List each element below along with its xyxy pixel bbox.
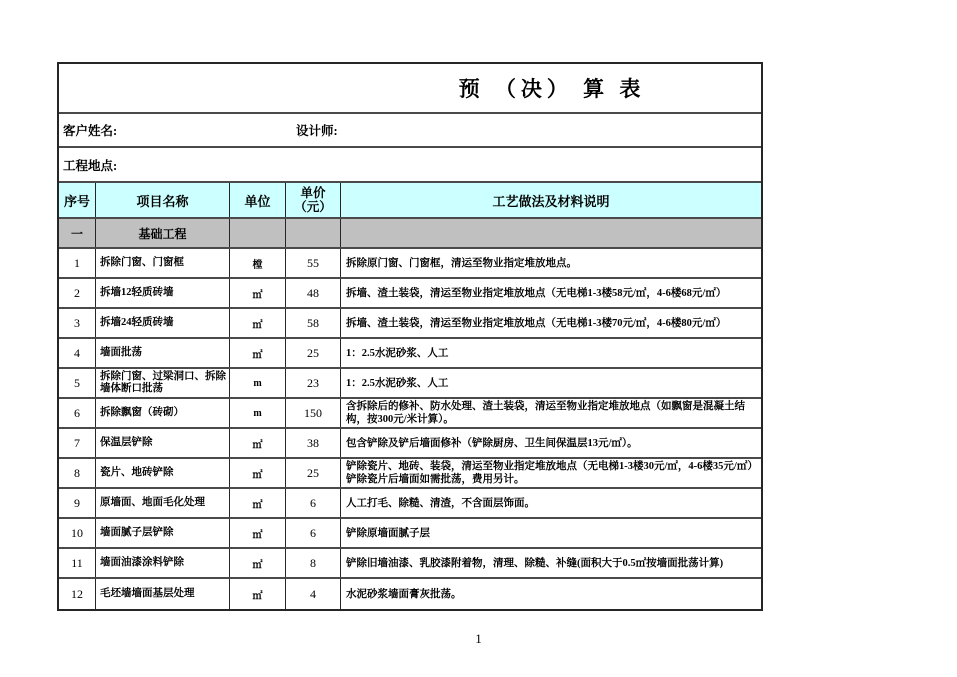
designer-label: 设计师: xyxy=(296,124,338,138)
cell-name: 墙面批荡 xyxy=(96,339,230,367)
cell-unit: ㎡ xyxy=(230,339,286,367)
header-price-line1: 单价 xyxy=(300,186,326,200)
section-name: 基础工程 xyxy=(96,219,230,247)
cell-price: 25 xyxy=(286,339,341,367)
cell-desc: 拆墙、渣土装袋，清运至物业指定堆放地点（无电梯1-3楼70元/㎡，4-6楼80元/㎡） xyxy=(346,317,727,329)
section-unit-empty xyxy=(230,219,286,247)
customer-name-label: 客户姓名: xyxy=(63,124,118,138)
cell-name: 保温层铲除 xyxy=(96,429,230,457)
cell-price: 150 xyxy=(286,399,341,427)
customer-designer-row xyxy=(59,114,761,148)
table-row xyxy=(59,399,761,429)
cell-unit: m xyxy=(230,399,286,427)
cell-unit: ㎡ xyxy=(230,279,286,307)
cell-price: 25 xyxy=(286,459,341,487)
header-unit: 单位 xyxy=(230,183,286,217)
cell-desc: 1：2.5水泥砂浆、人工 xyxy=(346,347,449,359)
cell-unit: ㎡ xyxy=(230,459,286,487)
cell-name: 墙面腻子层铲除 xyxy=(96,519,230,547)
cell-desc: 铲除瓷片、地砖、装袋，清运至物业指定堆放地点（无电梯1-3楼30元/㎡，4-6楼35元/㎡）铲除瓷片后墙面如需批荡，费用另计。 xyxy=(346,461,753,485)
cell-price: 55 xyxy=(286,249,341,277)
header-name: 项目名称 xyxy=(96,183,230,217)
section-desc-empty xyxy=(341,219,761,247)
cell-desc: 人工打毛、除糙、清渣，不含面层饰面。 xyxy=(346,497,535,509)
cell-no: 12 xyxy=(59,579,96,609)
cell-name: 毛坯墙墙面基层处理 xyxy=(96,579,230,609)
cell-no: 6 xyxy=(59,399,96,427)
cell-price: 23 xyxy=(286,369,341,397)
section-price-empty xyxy=(286,219,341,247)
header-price xyxy=(286,183,341,217)
table-row xyxy=(59,519,761,549)
cell-no: 9 xyxy=(59,489,96,517)
cell-name: 拆除门窗、门窗框 xyxy=(96,249,230,277)
page-title: 预 （决） 算 表 xyxy=(458,77,646,101)
page-number: 1 xyxy=(475,631,482,646)
table-row xyxy=(59,279,761,309)
cell-price: 48 xyxy=(286,279,341,307)
table-row xyxy=(59,459,761,489)
cell-desc: 1：2.5水泥砂浆、人工 xyxy=(346,377,449,389)
cell-name: 原墙面、地面毛化处理 xyxy=(96,489,230,517)
cell-no: 1 xyxy=(59,249,96,277)
cell-no: 3 xyxy=(59,309,96,337)
cell-desc: 包含铲除及铲后墙面修补（铲除厨房、卫生间保温层13元/㎡）。 xyxy=(346,437,638,449)
cell-desc: 水泥砂浆墙面膏灰批荡。 xyxy=(346,588,462,600)
cell-desc: 拆墙、渣土装袋，清运至物业指定堆放地点（无电梯1-3楼58元/㎡，4-6楼68元/㎡） xyxy=(346,287,727,299)
cell-price: 58 xyxy=(286,309,341,337)
cell-price: 6 xyxy=(286,519,341,547)
cell-unit: ㎡ xyxy=(230,519,286,547)
table-row xyxy=(59,579,761,609)
cell-price: 8 xyxy=(286,549,341,577)
cell-name: 墙面油漆涂料铲除 xyxy=(96,549,230,577)
cell-no: 8 xyxy=(59,459,96,487)
table-row xyxy=(59,309,761,339)
table-row xyxy=(59,249,761,279)
cell-unit: ㎡ xyxy=(230,309,286,337)
title-row xyxy=(59,64,761,114)
cell-name: 拆墙24轻质砖墙 xyxy=(96,309,230,337)
cell-no: 10 xyxy=(59,519,96,547)
cell-price: 4 xyxy=(286,579,341,609)
table-header-row xyxy=(59,183,761,219)
table-row xyxy=(59,369,761,399)
cell-price: 6 xyxy=(286,489,341,517)
cell-name: 拆墙12轻质砖墙 xyxy=(96,279,230,307)
section-no: 一 xyxy=(59,219,96,247)
budget-sheet xyxy=(57,62,763,611)
cell-no: 4 xyxy=(59,339,96,367)
cell-name: 瓷片、地砖铲除 xyxy=(96,459,230,487)
cell-desc: 铲除原墙面腻子层 xyxy=(346,527,430,539)
cell-no: 7 xyxy=(59,429,96,457)
table-row xyxy=(59,429,761,459)
header-no: 序号 xyxy=(59,183,96,217)
cell-unit: ㎡ xyxy=(230,429,286,457)
cell-unit: ㎡ xyxy=(230,489,286,517)
cell-no: 11 xyxy=(59,549,96,577)
cell-no: 5 xyxy=(59,369,96,397)
cell-unit: m xyxy=(230,369,286,397)
cell-name: 拆除门窗、过梁洞口、拆除墙体断口批荡 xyxy=(96,369,230,397)
header-desc: 工艺做法及材料说明 xyxy=(492,193,610,209)
header-price-line2: （元） xyxy=(294,200,332,214)
table-row xyxy=(59,489,761,519)
cell-desc: 拆除原门窗、门窗框，清运至物业指定堆放地点。 xyxy=(346,257,577,269)
table-row xyxy=(59,339,761,369)
project-location-label: 工程地点: xyxy=(63,158,118,173)
cell-desc: 铲除旧墙油漆、乳胶漆附着物，清理、除糙、补缝(面积大于0.5㎡按墙面批荡计算) xyxy=(346,557,724,569)
cell-unit: ㎡ xyxy=(230,579,286,609)
cell-unit: ㎡ xyxy=(230,549,286,577)
project-location-row xyxy=(59,148,761,183)
cell-price: 38 xyxy=(286,429,341,457)
cell-unit: 樘 xyxy=(230,249,286,277)
table-row xyxy=(59,549,761,579)
cell-name: 拆除飘窗（砖砌） xyxy=(96,399,230,427)
cell-no: 2 xyxy=(59,279,96,307)
section-row-foundation xyxy=(59,219,761,249)
cell-desc: 含拆除后的修补、防水处理、渣土装袋，清运至物业指定堆放地点（如飘窗是混凝土结构，按300元/米计算）。 xyxy=(346,401,745,425)
